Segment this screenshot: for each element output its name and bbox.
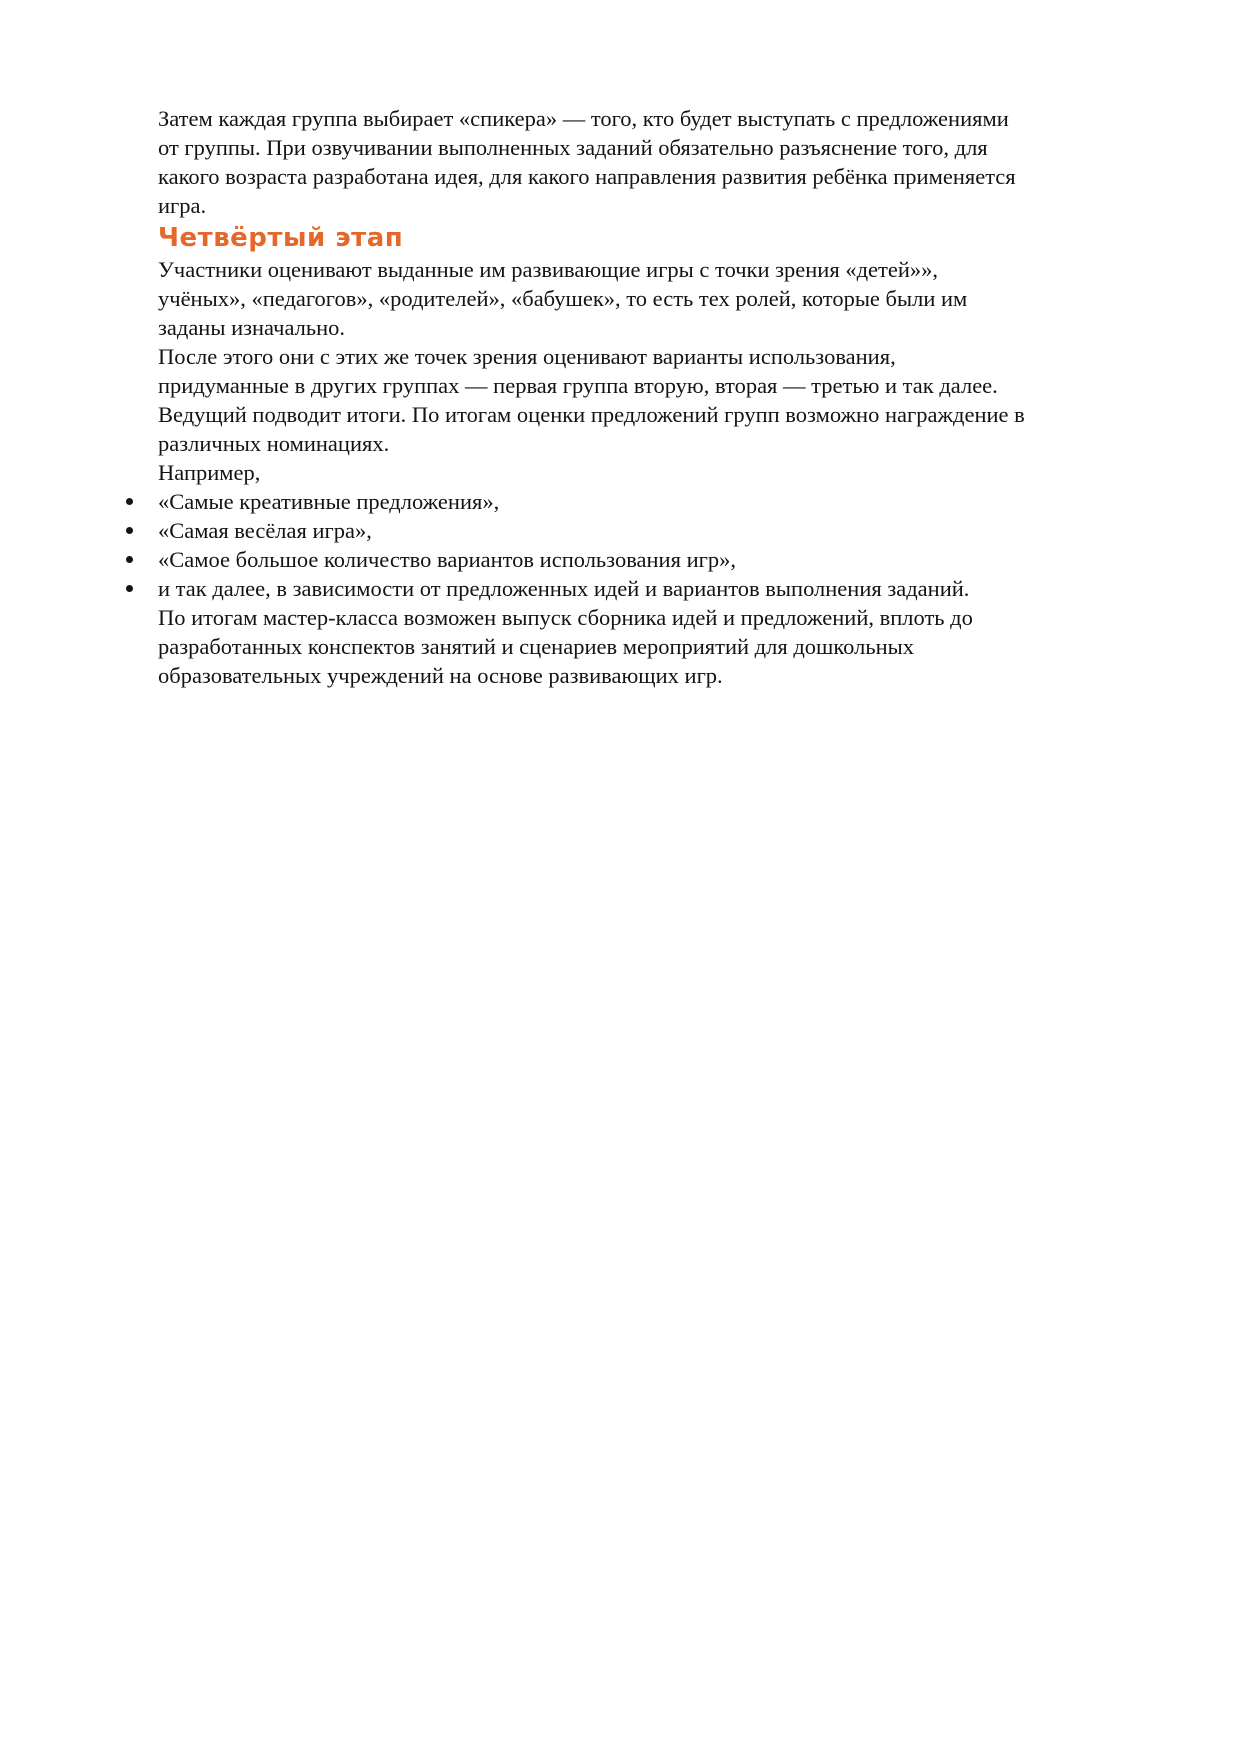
paragraph-participants-evaluate: Участники оценивают выданные им развивающие игры с точки зрения «детей»», учёных», «педагогов», «родителей», «бабушек», то есть тех ролей, которые были им заданы изначально. bbox=[158, 257, 968, 340]
paragraph-for-example: Например, bbox=[158, 460, 261, 485]
nominations-list bbox=[158, 487, 1026, 603]
list-item-funniest-game: «Самая весёлая игра», bbox=[158, 516, 1026, 545]
paragraph-speaker-selection: Затем каждая группа выбирает «спикера» — того, кто будет выступать с предложениями от группы. При озвучивании выполненных заданий обязательно разъяснение того, для какого возраста разработана идея, для какого направления развития ребёнка применяется игра. bbox=[158, 106, 1016, 218]
paragraph-masterclass-outcome: По итогам мастер-класса возможен выпуск сборника идей и предложений, вплоть до разработанных конспектов занятий и сценариев мероприятий для дошкольных образовательных учреждений на основе развивающих игр. bbox=[158, 605, 973, 688]
list-item-most-variants: «Самое большое количество вариантов использования игр», bbox=[158, 545, 1026, 574]
paragraph-cross-group-evaluation: После этого они с этих же точек зрения оценивают варианты использования, придуманные в других группах — первая группа вторую, вторая — третью и так далее. bbox=[158, 344, 998, 398]
document-text-block bbox=[158, 104, 1026, 690]
section-heading-fourth-stage: Четвёртый этап bbox=[158, 223, 404, 253]
paragraph-host-summary: Ведущий подводит итоги. По итогам оценки предложений групп возможно награждение в различных номинациях. bbox=[158, 402, 1025, 456]
list-item-creative-proposals: «Самые креативные предложения», bbox=[158, 487, 1026, 516]
list-item-etc: и так далее, в зависимости от предложенных идей и вариантов выполнения заданий. bbox=[158, 574, 1026, 603]
